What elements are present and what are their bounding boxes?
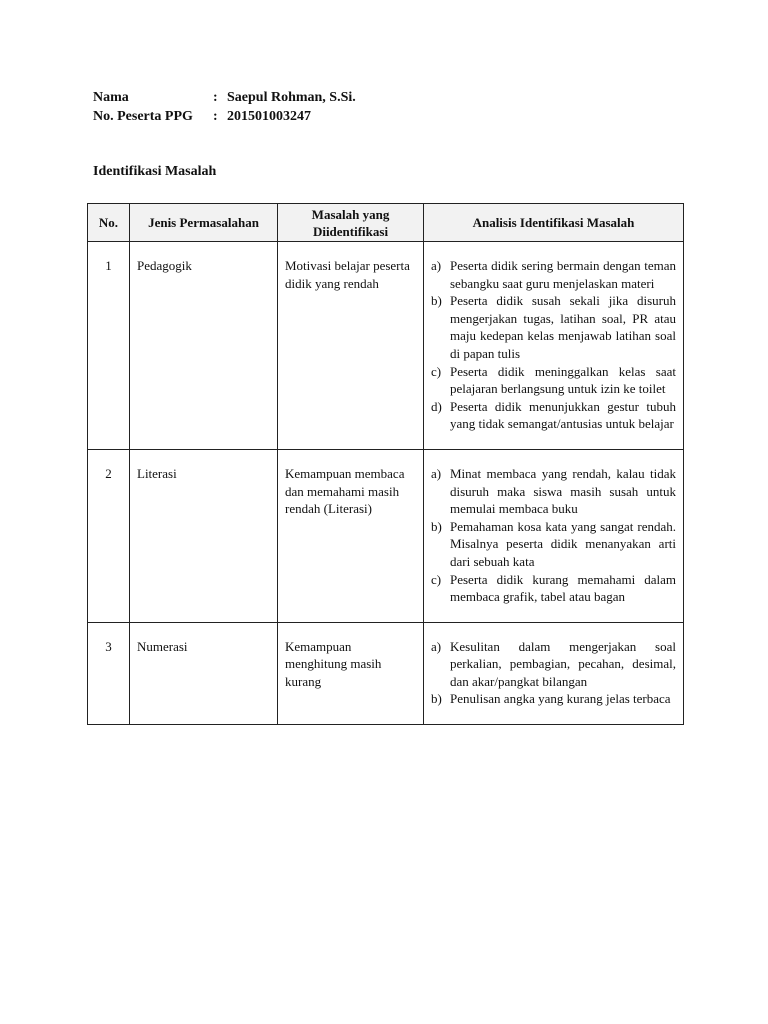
row-jenis: Numerasi — [130, 622, 278, 724]
item-text: Peserta didik kurang memahami dalam membaca grafik, tabel atau bagan — [450, 571, 676, 605]
item-marker: a) — [431, 465, 442, 481]
analysis-item — [431, 292, 676, 362]
problem-identification-table — [87, 203, 684, 725]
row-analisis — [424, 449, 684, 622]
row-number: 3 — [88, 622, 130, 724]
analysis-item — [431, 363, 676, 398]
item-text: Minat membaca yang rendah, kalau tidak disuruh maka siswa masih susah untuk memulai membaca buku — [450, 465, 676, 517]
row-masalah: Motivasi belajar peserta didik yang rendah — [278, 242, 424, 450]
item-marker: b) — [431, 518, 442, 534]
analysis-item — [431, 518, 676, 571]
analysis-item — [431, 571, 676, 606]
item-text: Kesulitan dalam mengerjakan soal perkalian, pembagian, pecahan, desimal, dan akar/pangkat bilangan — [450, 638, 676, 689]
participant-id-row — [93, 107, 356, 126]
participant-id-separator: : — [213, 109, 218, 124]
item-text: Peserta didik meninggalkan kelas saat pelajaran berlangsung untuk izin ke toilet — [450, 363, 676, 397]
analysis-item — [431, 465, 676, 518]
section-title: Identifikasi Masalah — [93, 164, 217, 179]
participant-id-label: No. Peserta PPG — [93, 109, 193, 124]
item-marker: d) — [431, 398, 442, 414]
table-row — [88, 622, 684, 724]
name-row — [93, 88, 356, 107]
item-marker: c) — [431, 571, 442, 587]
row-jenis: Literasi — [130, 449, 278, 622]
row-masalah: Kemampuan membaca dan memahami masih rendah (Literasi) — [278, 449, 424, 622]
item-text: Peserta didik menunjukkan gestur tubuh yang tidak semangat/antusias untuk belajar — [450, 398, 676, 432]
row-masalah: Kemampuan menghitung masih kurang — [278, 622, 424, 724]
header-analisis: Analisis Identifikasi Masalah — [424, 204, 684, 242]
analysis-item — [431, 257, 676, 292]
analysis-list — [431, 465, 676, 606]
item-text: Peserta didik sering bermain dengan teman sebangku saat guru menjelaskan materi — [450, 258, 676, 291]
analysis-item — [431, 398, 676, 433]
name-label: Nama — [93, 90, 129, 105]
analysis-list — [431, 638, 676, 708]
analysis-item — [431, 690, 676, 708]
participant-id-value: 201501003247 — [227, 109, 311, 124]
item-marker: c) — [431, 363, 442, 379]
analysis-list — [431, 257, 676, 433]
item-marker: a) — [431, 638, 442, 654]
item-marker: a) — [431, 258, 442, 273]
name-value: Saepul Rohman, S.Si. — [227, 90, 356, 105]
table-row — [88, 449, 684, 622]
item-text: Pemahaman kosa kata yang sangat rendah. Misalnya peserta didik menanyakan arti dari sebuah kata — [450, 518, 676, 569]
table-header-row — [88, 204, 684, 242]
analysis-item — [431, 638, 676, 691]
item-text: Penulisan angka yang kurang jelas terbaca — [450, 691, 671, 707]
header-jenis-permasalahan: Jenis Permasalahan — [130, 204, 278, 242]
row-analisis — [424, 622, 684, 724]
identity-block — [93, 88, 356, 126]
name-separator: : — [213, 90, 218, 105]
row-number: 1 — [88, 242, 130, 450]
table-row — [88, 242, 684, 450]
item-marker: b) — [431, 691, 442, 707]
header-masalah-diidentifikasi: Masalah yang Diidentifikasi — [278, 204, 424, 242]
header-no: No. — [88, 204, 130, 242]
item-text: Peserta didik susah sekali jika disuruh mengerjakan tugas, latihan soal, PR atau maju kedepan kelas menjawab latihan soal di papan tulis — [450, 293, 676, 361]
item-marker: b) — [431, 293, 442, 309]
row-number: 2 — [88, 449, 130, 622]
row-jenis: Pedagogik — [130, 242, 278, 450]
row-analisis — [424, 242, 684, 450]
